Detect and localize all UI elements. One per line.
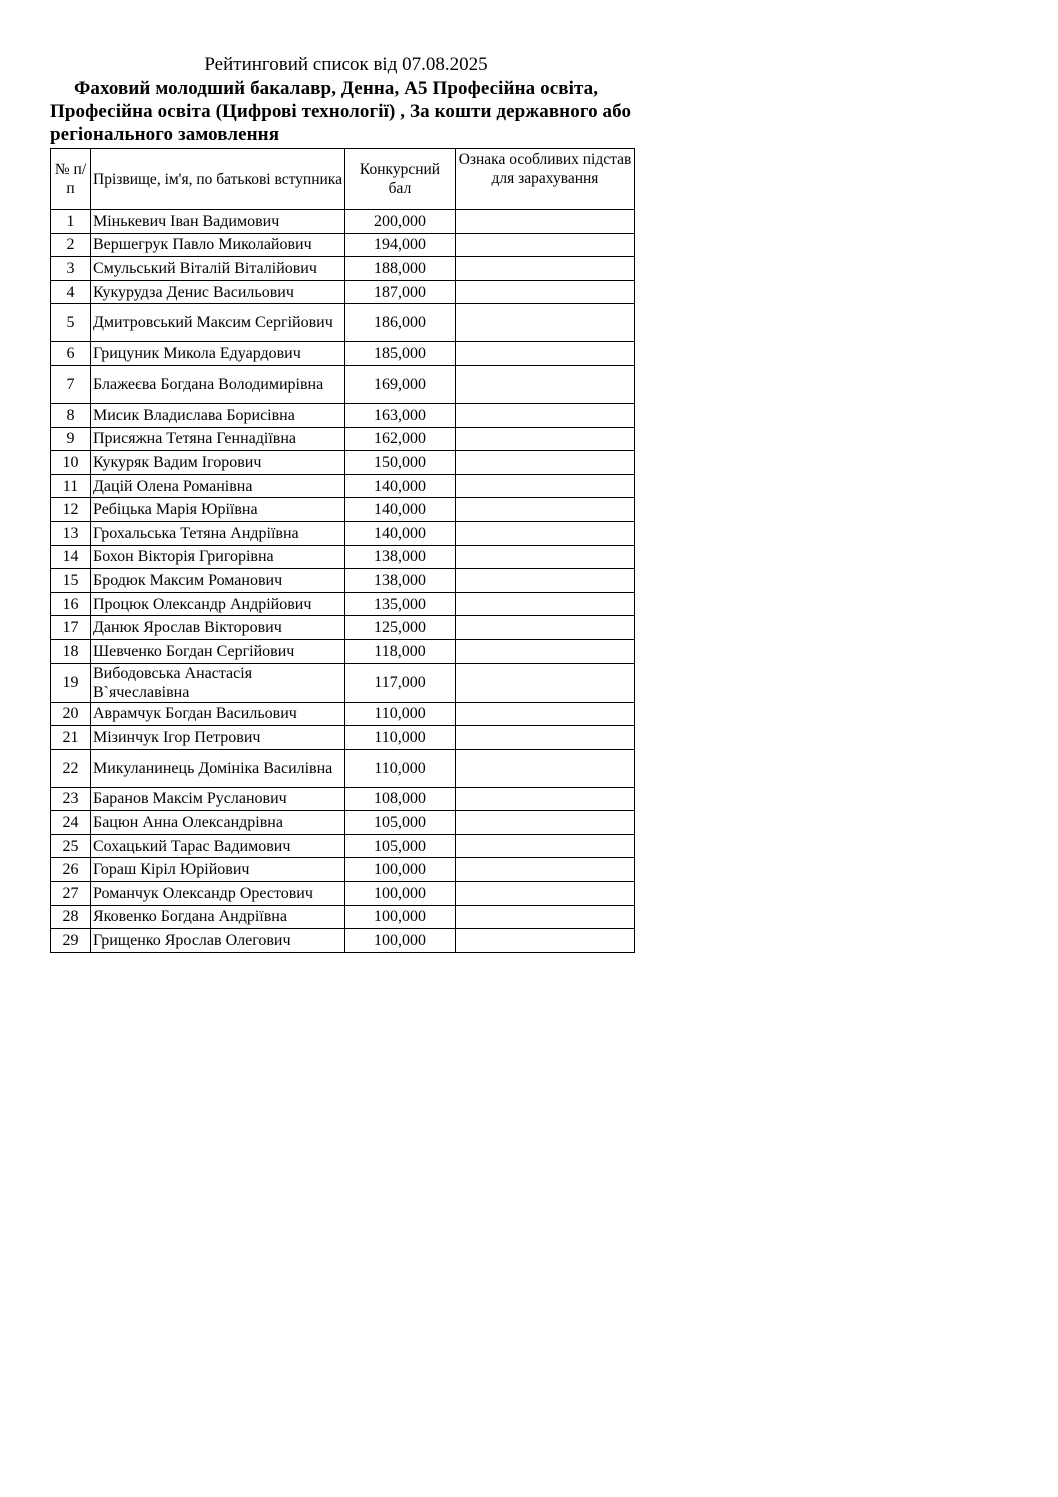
special-grounds	[456, 592, 635, 616]
competitive-score: 138,000	[345, 569, 456, 593]
competitive-score: 138,000	[345, 545, 456, 569]
row-number: 20	[51, 702, 91, 726]
row-number: 18	[51, 639, 91, 663]
row-number: 26	[51, 858, 91, 882]
table-row	[51, 663, 635, 702]
row-number: 12	[51, 498, 91, 522]
competitive-score: 135,000	[345, 592, 456, 616]
special-grounds	[456, 280, 635, 304]
row-number: 15	[51, 569, 91, 593]
applicant-name: Смульський Віталій Віталійович	[91, 257, 345, 281]
table-row	[51, 498, 635, 522]
competitive-score: 100,000	[345, 858, 456, 882]
table-row	[51, 787, 635, 811]
applicant-name: Вершегрук Павло Миколайович	[91, 233, 345, 257]
competitive-score: 200,000	[345, 210, 456, 234]
table-row	[51, 929, 635, 953]
applicant-name: Присяжна Тетяна Геннадіївна	[91, 427, 345, 451]
table-row	[51, 702, 635, 726]
special-grounds	[456, 726, 635, 750]
row-number: 3	[51, 257, 91, 281]
row-number: 23	[51, 787, 91, 811]
row-number: 13	[51, 521, 91, 545]
special-grounds	[456, 342, 635, 366]
header-special-grounds: Ознака особливих підстав для зарахування	[456, 149, 635, 210]
table-row	[51, 545, 635, 569]
competitive-score: 118,000	[345, 639, 456, 663]
applicant-name: Сохацький Тарас Вадимович	[91, 834, 345, 858]
competitive-score: 100,000	[345, 905, 456, 929]
table-row	[51, 905, 635, 929]
applicant-name: Дмитровський Максим Сергійович	[91, 304, 345, 342]
applicant-name: Вибодовська Анастасія В`ячеславівна	[91, 663, 345, 702]
applicant-name: Кукуряк Вадим Ігорович	[91, 451, 345, 475]
competitive-score: 188,000	[345, 257, 456, 281]
row-number: 8	[51, 403, 91, 427]
row-number: 19	[51, 663, 91, 702]
table-row	[51, 521, 635, 545]
special-grounds	[456, 858, 635, 882]
competitive-score: 125,000	[345, 616, 456, 640]
applicant-name: Микуланинець Домініка Василівна	[91, 749, 345, 787]
competitive-score: 108,000	[345, 787, 456, 811]
row-number: 24	[51, 811, 91, 835]
header-score: Конкурсний бал	[345, 149, 456, 210]
rating-table	[50, 148, 635, 953]
table-row	[51, 726, 635, 750]
row-number: 29	[51, 929, 91, 953]
applicant-name: Кукурудза Денис Васильович	[91, 280, 345, 304]
competitive-score: 186,000	[345, 304, 456, 342]
competitive-score: 110,000	[345, 702, 456, 726]
row-number: 1	[51, 210, 91, 234]
competitive-score: 100,000	[345, 882, 456, 906]
special-grounds	[456, 639, 635, 663]
applicant-name: Яковенко Богдана Андріївна	[91, 905, 345, 929]
special-grounds	[456, 451, 635, 475]
table-row	[51, 474, 635, 498]
special-grounds	[456, 882, 635, 906]
competitive-score: 187,000	[345, 280, 456, 304]
document-subtitle: Фаховий молодший бакалавр, Денна, A5 Професійна освіта, Професійна освіта (Цифрові технології) , За кошти державного або регіонального замовлення	[50, 78, 632, 145]
table-row	[51, 639, 635, 663]
special-grounds	[456, 702, 635, 726]
competitive-score: 110,000	[345, 726, 456, 750]
row-number: 10	[51, 451, 91, 475]
row-number: 17	[51, 616, 91, 640]
applicant-name: Мисик Владислава Борисівна	[91, 403, 345, 427]
competitive-score: 162,000	[345, 427, 456, 451]
applicant-name: Блажеєва Богдана Володимирівна	[91, 365, 345, 403]
header-name: Прізвище, ім'я, по батькові вступника	[91, 149, 345, 210]
special-grounds	[456, 498, 635, 522]
special-grounds	[456, 834, 635, 858]
table-row	[51, 403, 635, 427]
applicant-name: Шевченко Богдан Сергійович	[91, 639, 345, 663]
row-number: 2	[51, 233, 91, 257]
special-grounds	[456, 427, 635, 451]
rating-table-body	[51, 210, 635, 953]
applicant-name: Грицуник Микола Едуардович	[91, 342, 345, 366]
row-number: 22	[51, 749, 91, 787]
competitive-score: 185,000	[345, 342, 456, 366]
table-row	[51, 811, 635, 835]
applicant-name: Мізинчук Ігор Петрович	[91, 726, 345, 750]
special-grounds	[456, 403, 635, 427]
applicant-name: Бродюк Максим Романович	[91, 569, 345, 593]
applicant-name: Дацій Олена Романівна	[91, 474, 345, 498]
table-row	[51, 616, 635, 640]
special-grounds	[456, 521, 635, 545]
applicant-name: Гораш Кіріл Юрійович	[91, 858, 345, 882]
special-grounds	[456, 787, 635, 811]
row-number: 25	[51, 834, 91, 858]
table-row	[51, 257, 635, 281]
applicant-name: Аврамчук Богдан Васильович	[91, 702, 345, 726]
table-row	[51, 210, 635, 234]
special-grounds	[456, 233, 635, 257]
header-row	[51, 149, 635, 210]
table-row	[51, 304, 635, 342]
special-grounds	[456, 811, 635, 835]
competitive-score: 140,000	[345, 474, 456, 498]
table-row	[51, 427, 635, 451]
table-row	[51, 749, 635, 787]
special-grounds	[456, 929, 635, 953]
table-row	[51, 365, 635, 403]
row-number: 28	[51, 905, 91, 929]
table-row	[51, 342, 635, 366]
header-number: № п/п	[51, 149, 91, 210]
rating-table-header	[51, 149, 635, 210]
special-grounds	[456, 749, 635, 787]
competitive-score: 110,000	[345, 749, 456, 787]
special-grounds	[456, 304, 635, 342]
special-grounds	[456, 210, 635, 234]
competitive-score: 150,000	[345, 451, 456, 475]
row-number: 11	[51, 474, 91, 498]
special-grounds	[456, 545, 635, 569]
competitive-score: 117,000	[345, 663, 456, 702]
row-number: 5	[51, 304, 91, 342]
special-grounds	[456, 365, 635, 403]
row-number: 16	[51, 592, 91, 616]
table-row	[51, 858, 635, 882]
applicant-name: Мінькевич Іван Вадимович	[91, 210, 345, 234]
competitive-score: 140,000	[345, 521, 456, 545]
applicant-name: Грохальська Тетяна Андріївна	[91, 521, 345, 545]
row-number: 14	[51, 545, 91, 569]
special-grounds	[456, 663, 635, 702]
row-number: 21	[51, 726, 91, 750]
competitive-score: 100,000	[345, 929, 456, 953]
applicant-name: Грищенко Ярослав Олегович	[91, 929, 345, 953]
row-number: 27	[51, 882, 91, 906]
table-row	[51, 569, 635, 593]
applicant-name: Ребіцька Марія Юріївна	[91, 498, 345, 522]
table-row	[51, 882, 635, 906]
competitive-score: 105,000	[345, 811, 456, 835]
document-title: Рейтинговий список від 07.08.2025	[204, 54, 488, 75]
competitive-score: 194,000	[345, 233, 456, 257]
table-row	[51, 834, 635, 858]
competitive-score: 140,000	[345, 498, 456, 522]
competitive-score: 105,000	[345, 834, 456, 858]
applicant-name: Бацюн Анна Олександрівна	[91, 811, 345, 835]
table-row	[51, 451, 635, 475]
document-page	[50, 53, 634, 953]
table-row	[51, 233, 635, 257]
applicant-name: Процюк Олександр Андрійович	[91, 592, 345, 616]
special-grounds	[456, 474, 635, 498]
row-number: 9	[51, 427, 91, 451]
row-number: 7	[51, 365, 91, 403]
applicant-name: Баранов Максім Русланович	[91, 787, 345, 811]
special-grounds	[456, 616, 635, 640]
competitive-score: 163,000	[345, 403, 456, 427]
special-grounds	[456, 569, 635, 593]
competitive-score: 169,000	[345, 365, 456, 403]
applicant-name: Данюк Ярослав Вікторович	[91, 616, 345, 640]
row-number: 4	[51, 280, 91, 304]
special-grounds	[456, 257, 635, 281]
table-row	[51, 280, 635, 304]
table-row	[51, 592, 635, 616]
applicant-name: Романчук Олександр Орестович	[91, 882, 345, 906]
special-grounds	[456, 905, 635, 929]
row-number: 6	[51, 342, 91, 366]
applicant-name: Бохон Вікторія Григорівна	[91, 545, 345, 569]
